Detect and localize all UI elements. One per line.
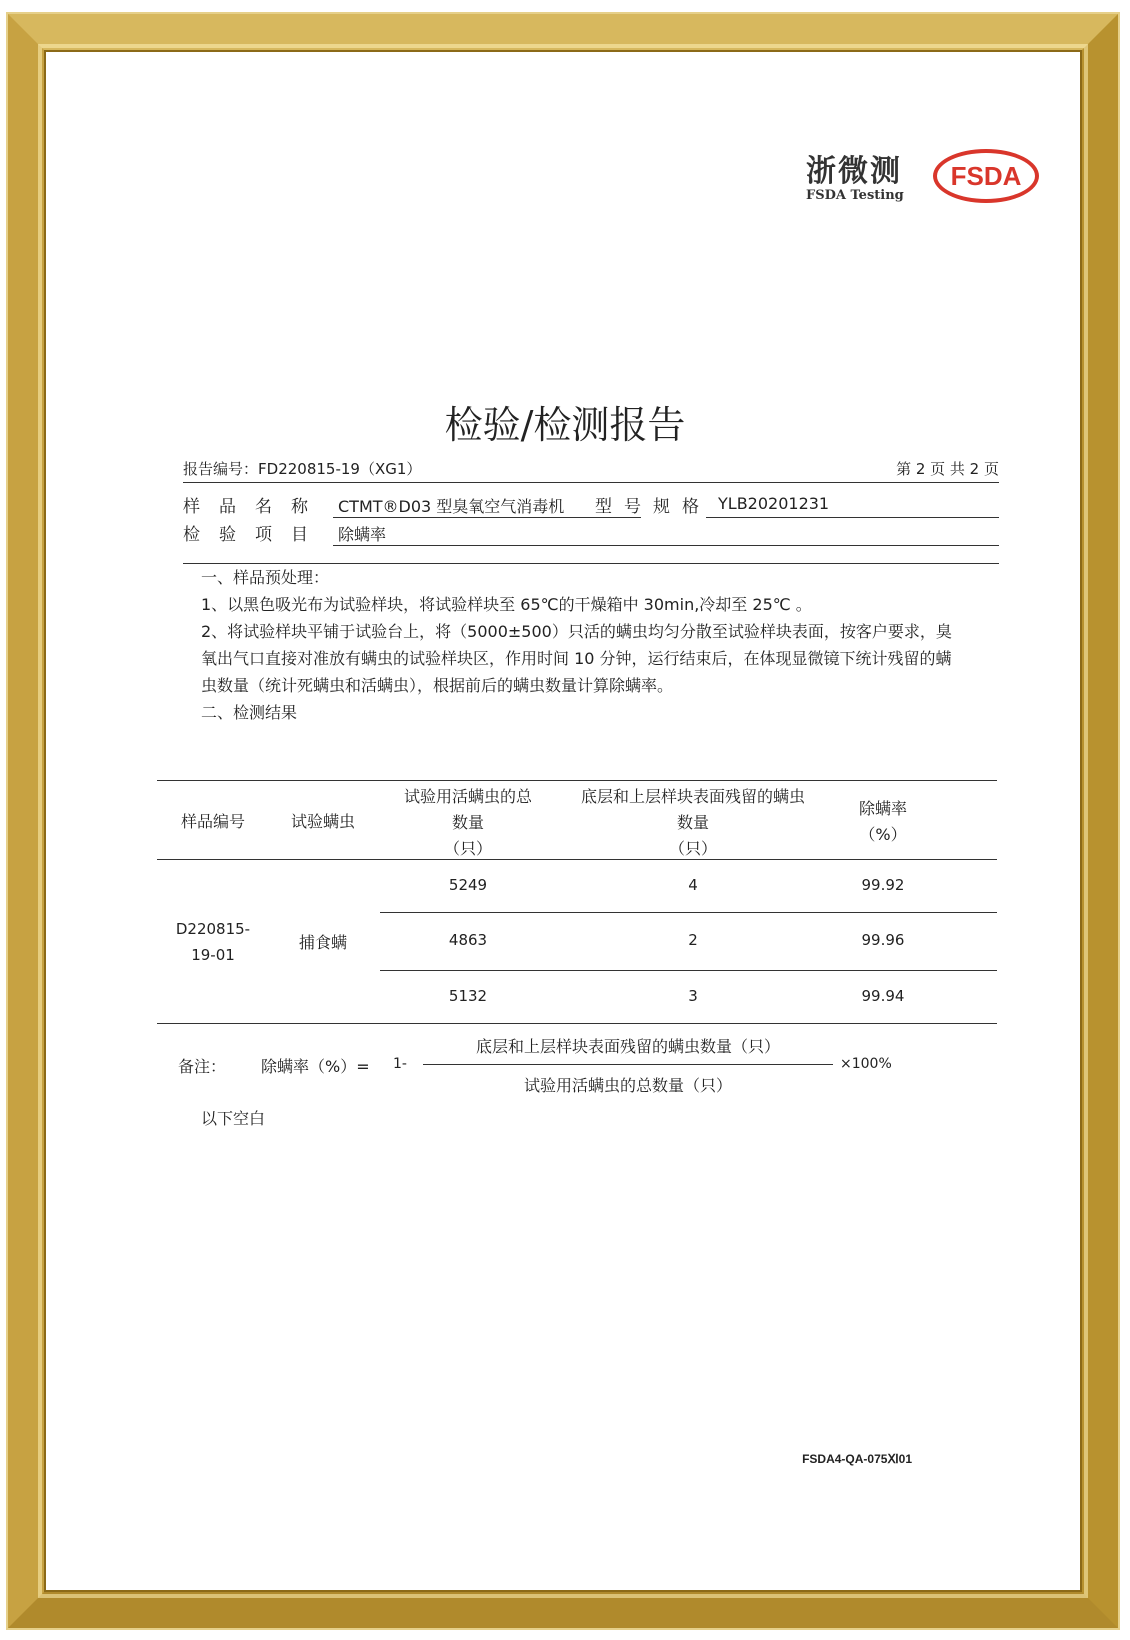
formula-times-100: ×100% <box>840 1056 892 1072</box>
row3-residual: 3 <box>688 987 698 1005</box>
page-info: 第 2 页 共 2 页 <box>896 460 999 478</box>
row1-rate: 99.92 <box>861 876 905 894</box>
report-number-value: FD220815-19（XG1） <box>258 460 422 478</box>
fsda-logo-text: FSDA <box>950 160 1022 191</box>
header-removal-rate <box>833 796 933 848</box>
row3-rate: 99.94 <box>861 987 905 1005</box>
test-item-label: 检验项目 <box>183 525 327 545</box>
table-header-rule <box>157 859 997 860</box>
header-residual-line2: 数量 <box>676 813 709 832</box>
section1-heading: 一、样品预处理： <box>201 568 330 587</box>
header-residual-line1: 底层和上层样块表面残留的螨虫 <box>580 787 805 806</box>
row2-residual: 2 <box>688 931 698 949</box>
header-total-line2: 数量 <box>451 813 484 832</box>
header-rule <box>183 482 999 483</box>
fsda-logo-badge <box>933 149 1039 203</box>
section1-paragraph-2: 2、将试验样块平铺于试验台上，将（5000±500）只活的螨虫均匀分散至试验样块表面，按客户要求，臭氧出气口直接对准放有螨虫的试验样块区，作用时间 10 分钟，运行结束后，在体现显微镜下统计残留的螨虫数量（统计死螨虫和活螨虫），根据前后的螨虫数量计算除螨率。 <box>201 622 952 695</box>
sample-no-cell <box>163 916 263 968</box>
row2-rule <box>380 970 997 971</box>
row2-rate: 99.96 <box>861 931 905 949</box>
section1-paragraph-1: 1、以黑色吸光布为试验样块，将试验样块至 65℃的干燥箱中 30min,冷却至 25℃ 。 <box>201 595 812 614</box>
header-total-line1: 试验用活螨虫的总 <box>403 787 532 806</box>
table-top-rule <box>157 780 997 781</box>
report-header-row <box>183 458 999 484</box>
model-underline <box>706 517 999 518</box>
row1-rule <box>380 912 997 913</box>
row3-total: 5132 <box>448 987 488 1005</box>
brand-name-cn: 浙微测 <box>806 154 902 189</box>
header-residual-count <box>558 784 828 862</box>
test-item-value: 除螨率 <box>338 525 387 544</box>
blank-below-note: 以下空白 <box>201 1109 266 1128</box>
report-page <box>58 64 1072 1590</box>
brand-logo-text <box>806 146 936 203</box>
header-rate-line2: （%） <box>859 825 907 844</box>
sample-name-underline <box>333 517 641 518</box>
row1-residual: 4 <box>688 876 698 894</box>
sample-name-label: 样品名称 <box>183 497 327 517</box>
header-total-count <box>383 784 553 862</box>
formula-numerator: 底层和上层样块表面残留的螨虫数量（只） <box>475 1037 780 1056</box>
sample-no-line2: 19-01 <box>191 946 235 964</box>
note-label: 备注： <box>178 1057 227 1076</box>
report-number <box>183 458 421 479</box>
report-number-label: 报告编号： <box>183 460 259 478</box>
formula-fraction-bar <box>423 1064 833 1065</box>
test-item-underline <box>333 545 999 546</box>
header-sample-no: 样品编号 <box>180 812 245 831</box>
brand-name-en: FSDA Testing <box>806 188 904 203</box>
header-rate-line1: 除螨率 <box>858 799 907 818</box>
formula-denominator: 试验用活螨虫的总数量（只） <box>523 1076 732 1095</box>
model-label: 型号规格 <box>595 497 711 517</box>
header-total-line3: （只） <box>443 839 492 858</box>
row2-total: 4863 <box>448 931 488 949</box>
footer-form-code: FSDA4-QA-075Ⅺ01 <box>802 1452 912 1466</box>
page-title: 检验/检测报告 <box>444 403 686 447</box>
test-mite-cell: 捕食螨 <box>298 933 347 952</box>
section-pretreatment <box>201 564 961 726</box>
sample-name-value: CTMT®D03 型臭氧空气消毒机 <box>338 497 565 516</box>
header-test-mite: 试验螨虫 <box>290 812 355 831</box>
formula-lhs: 除螨率（%）= <box>261 1057 370 1076</box>
table-bottom-rule <box>157 1023 997 1024</box>
header-residual-line3: （只） <box>668 839 717 858</box>
model-value: YLB20201231 <box>718 494 830 513</box>
row1-total: 5249 <box>448 876 488 894</box>
formula-one-minus: 1- <box>393 1056 407 1072</box>
section2-heading: 二、检测结果 <box>201 703 298 722</box>
sample-no-line1: D220815- <box>175 920 251 938</box>
